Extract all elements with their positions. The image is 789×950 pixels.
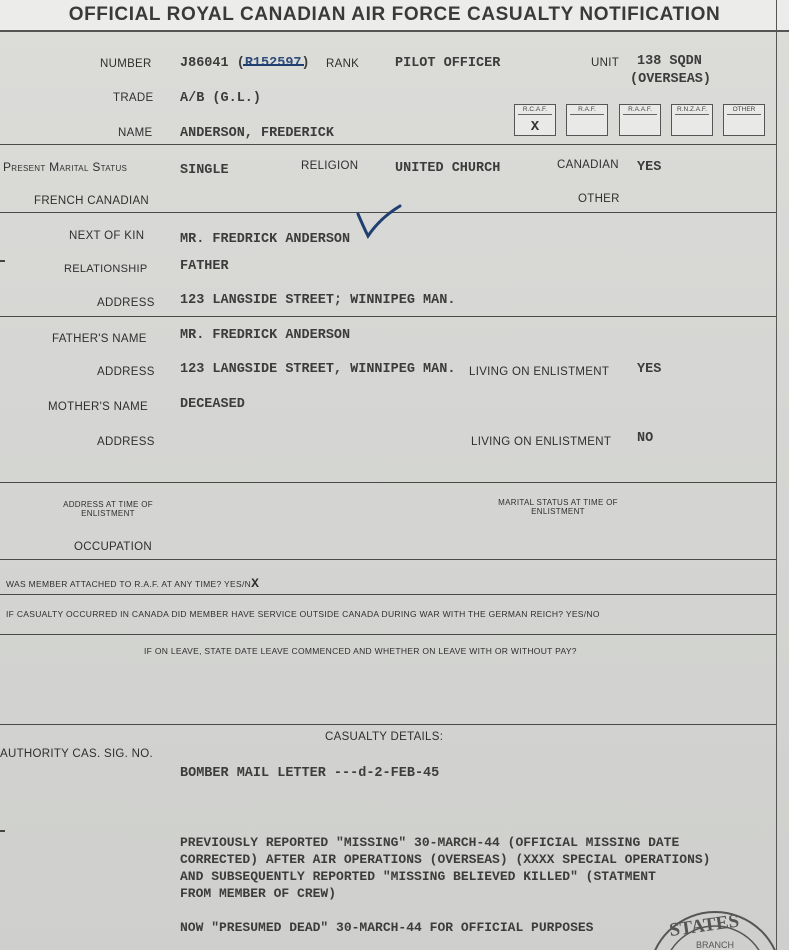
section-divider [0, 144, 776, 145]
trade-value: A/B (G.L.) [180, 91, 262, 106]
casualty-final-status: NOW "PRESUMED DEAD" 30-MARCH-44 FOR OFFICIAL PURPOSES [180, 920, 594, 935]
casualty-details-heading: CASUALTY DETAILS: [325, 731, 444, 743]
next-of-kin-label: NEXT OF KIN [69, 230, 145, 242]
casualty-para-line: AND SUBSEQUENTLY REPORTED "MISSING BELIEVED KILLED" (STATMENT [180, 869, 656, 884]
marital-label: Present Marital Status [3, 160, 128, 174]
force-box-label: R.A.F. [578, 106, 596, 113]
nok-address-label: ADDRESS [97, 297, 155, 309]
right-border [776, 0, 777, 950]
father-living-label: LIVING ON ENLISTMENT [469, 366, 610, 378]
fathers-name-label: FATHER'S NAME [52, 333, 147, 345]
other-label: OTHER [578, 193, 620, 205]
force-box-label: R.N.Z.A.F. [677, 106, 707, 113]
rank-value: PILOT OFFICER [395, 56, 501, 71]
section-divider [0, 594, 776, 595]
canadian-label: CANADIAN [557, 159, 619, 171]
svg-text:STATES: STATES [668, 910, 741, 942]
mother-living-label: LIVING ON ENLISTMENT [471, 436, 612, 448]
authority-label: AUTHORITY CAS. SIG. NO. [0, 748, 154, 760]
casualty-para-line: CORRECTED) AFTER AIR OPERATIONS (OVERSEAS) (XXXX SPECIAL OPERATIONS) [180, 852, 711, 867]
on-leave-question: IF ON LEAVE, STATE DATE LEAVE COMMENCED AND WHETHER ON LEAVE WITH OR WITHOUT PAY? [144, 646, 577, 656]
rank-label: RANK [326, 58, 360, 70]
official-stamp [640, 908, 780, 950]
nok-address-value: 123 LANGSIDE STREET; WINNIPEG MAN. [180, 293, 456, 308]
attached-raf-question [6, 576, 259, 591]
trade-label: TRADE [113, 92, 154, 104]
section-divider [0, 482, 776, 483]
service-number: J86041 (R152597) [180, 56, 310, 71]
section-divider [0, 316, 776, 317]
marital-value: SINGLE [180, 163, 229, 178]
unit-value-line2: (OVERSEAS) [630, 72, 712, 87]
mother-address-label: ADDRESS [97, 436, 155, 448]
casualty-line: BOMBER MAIL LETTER ---d-2-FEB-45 [180, 766, 440, 781]
service-number-value: J86041 [180, 56, 229, 71]
section-divider [0, 559, 776, 560]
father-address-label: ADDRESS [97, 366, 155, 378]
occupation-label: OCCUPATION [74, 541, 152, 553]
marital-at-enlistment-label: MARITAL STATUS AT TIME OF ENLISTMENT [498, 498, 618, 516]
casualty-para-line: PREVIOUSLY REPORTED "MISSING" 30-MARCH-44 (OFFICIAL MISSING DATE [180, 835, 680, 850]
relationship-label: RELATIONSHIP [64, 263, 148, 275]
fathers-name-value: MR. FREDRICK ANDERSON [180, 328, 351, 343]
french-canadian-label: FRENCH CANADIAN [34, 195, 150, 207]
father-living-value: YES [637, 362, 662, 377]
relationship-value: FATHER [180, 259, 229, 274]
force-box-rnzaf [671, 104, 713, 136]
force-box-label: R.A.A.F. [628, 106, 652, 113]
unit-value-line1: 138 SQDN [637, 54, 702, 69]
svg-text:BRANCH: BRANCH [696, 940, 735, 950]
form-header [0, 0, 789, 32]
force-box-other [723, 104, 765, 136]
mothers-name-value: DECEASED [180, 397, 245, 412]
address-at-enlistment-label: ADDRESS AT TIME OF ENLISTMENT [63, 500, 153, 518]
attached-raf-mark: X [251, 576, 260, 591]
next-of-kin-value: MR. FREDRICK ANDERSON [180, 232, 351, 247]
force-box-label: R.C.A.F. [522, 106, 548, 113]
margin-tick [0, 830, 5, 832]
number-label: NUMBER [100, 58, 152, 70]
religion-value: UNITED CHURCH [395, 161, 501, 176]
margin-tick [0, 260, 5, 262]
check-mark-icon [354, 200, 404, 240]
casualty-para-line: FROM MEMBER OF CREW) [180, 886, 337, 901]
section-divider [0, 724, 776, 725]
force-box-rcaf [514, 104, 556, 136]
force-box-raaf [619, 104, 661, 136]
force-box-mark: X [530, 119, 540, 135]
name-label: NAME [118, 127, 153, 139]
unit-label: UNIT [591, 57, 620, 69]
mothers-name-label: MOTHER'S NAME [48, 401, 149, 413]
form-title: OFFICIAL ROYAL CANADIAN AIR FORCE CASUALTY NOTIFICATION [68, 4, 721, 25]
section-divider [0, 634, 776, 635]
father-address-value: 123 LANGSIDE STREET, WINNIPEG MAN. [180, 362, 456, 377]
service-outside-question: IF CASUALTY OCCURRED IN CANADA DID MEMBER HAVE SERVICE OUTSIDE CANADA DURING WAR WITH THE GERMAN REICH? YES/NO [6, 609, 600, 619]
name-value: ANDERSON, FREDERICK [180, 126, 334, 141]
force-box-label: OTHER [732, 106, 756, 113]
force-box-raf [566, 104, 608, 136]
mother-living-value: NO [637, 431, 654, 446]
canadian-value: YES [637, 160, 662, 175]
religion-label: RELIGION [301, 160, 359, 172]
attached-raf-text: WAS MEMBER ATTACHED TO R.A.F. AT ANY TIME? YES/N [6, 579, 252, 589]
struck-number: R152597 [244, 56, 302, 71]
